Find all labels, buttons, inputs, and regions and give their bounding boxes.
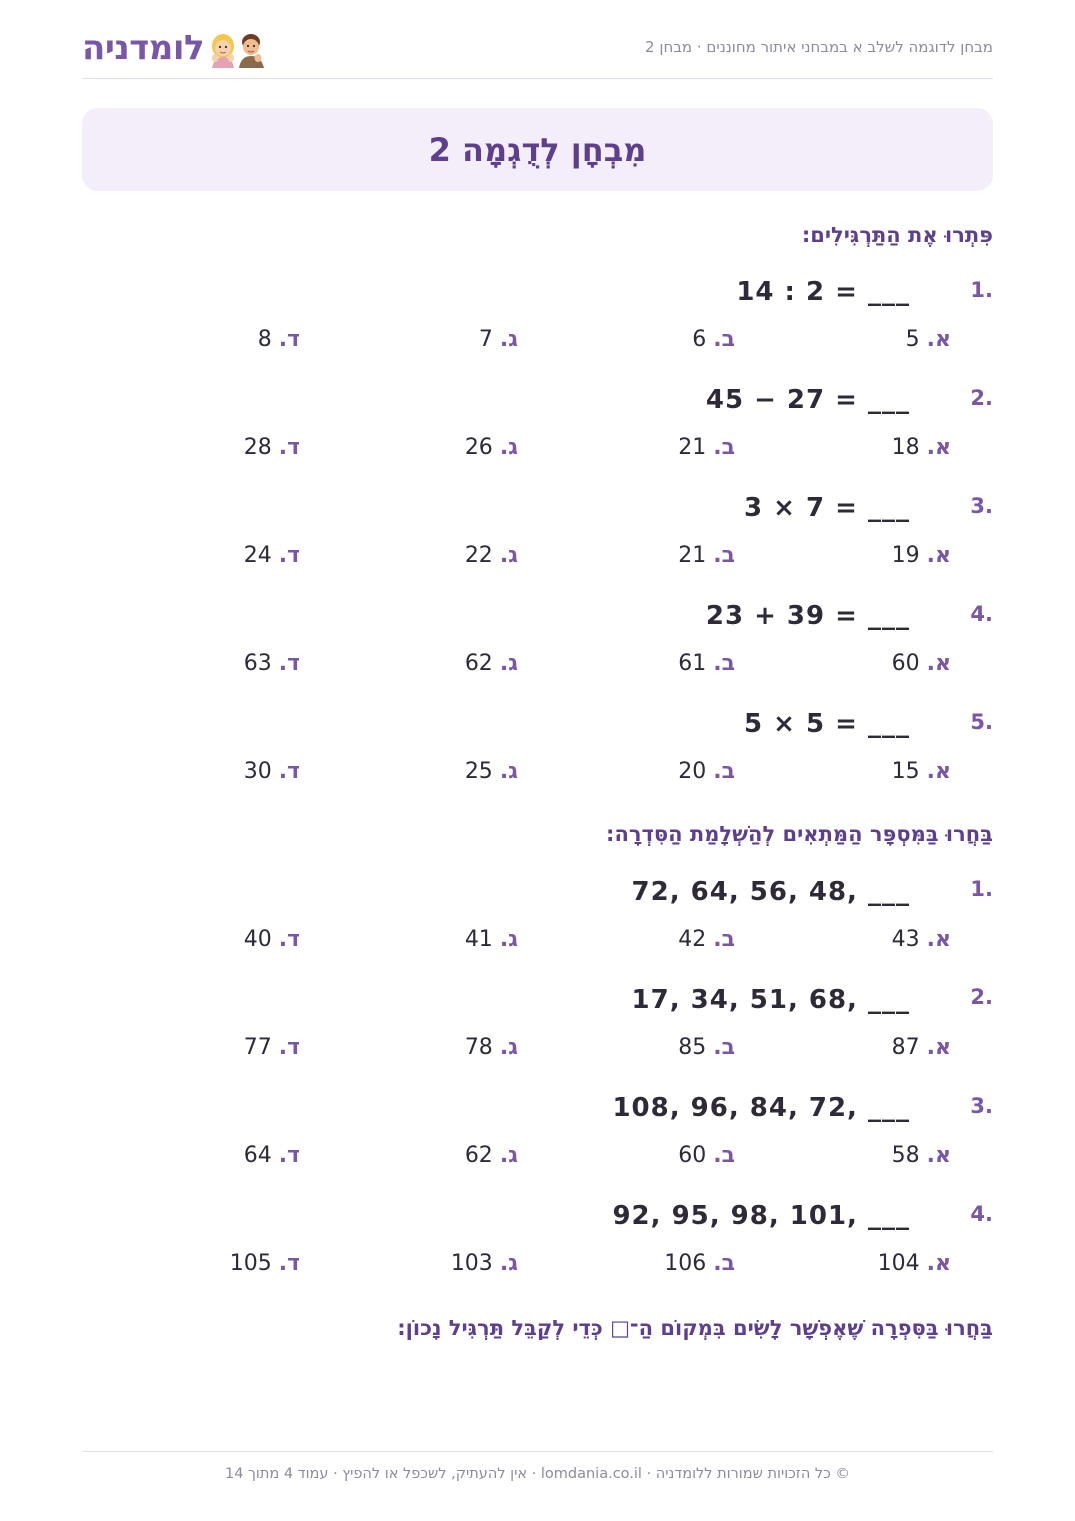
title-box	[82, 108, 993, 191]
option-a[interactable]	[892, 651, 951, 676]
question-expression: 45 − 27 = ___	[705, 385, 910, 415]
option-c[interactable]	[479, 327, 518, 352]
option-value: 8	[257, 327, 272, 352]
question-expression: 5 × 5 = ___	[744, 709, 910, 739]
option-letter: ג.	[499, 1143, 518, 1168]
option-value: 103	[450, 1251, 493, 1276]
question-expression: 14 : 2 = ___	[736, 277, 910, 307]
question-expression: 23 + 39 = ___	[705, 601, 910, 631]
option-value: 21	[678, 435, 707, 460]
option-letter: א.	[926, 1143, 951, 1168]
option-value: 40	[243, 927, 272, 952]
kids-illustration-icon	[206, 28, 270, 68]
option-d[interactable]	[244, 927, 300, 952]
option-b[interactable]	[678, 651, 735, 676]
option-c[interactable]	[465, 543, 518, 568]
option-value: 62	[464, 1143, 493, 1168]
question-expression: 108, 96, 84, 72, ___	[612, 1093, 910, 1123]
option-value: 6	[692, 327, 707, 352]
option-value: 60	[678, 1143, 707, 1168]
option-c[interactable]	[465, 927, 518, 952]
option-b[interactable]	[678, 435, 735, 460]
option-d[interactable]	[244, 1035, 300, 1060]
question-number: 4.	[970, 602, 993, 626]
option-d[interactable]	[230, 1251, 300, 1276]
option-value: 104	[877, 1251, 920, 1276]
option-letter: א.	[926, 435, 951, 460]
option-letter: ד.	[278, 651, 300, 676]
option-letter: ד.	[278, 327, 300, 352]
option-letter: ג.	[499, 651, 518, 676]
option-value: 20	[678, 759, 707, 784]
section-heading: בַּחֲרוּ בַּמִּסְפָּר הַמַּתְאִים לְהַשְׁלָמַת הַסִּדְרָה:	[606, 822, 993, 846]
option-letter: א.	[926, 1251, 951, 1276]
question-expression: 92, 95, 98, 101, ___	[612, 1201, 910, 1231]
option-value: 77	[243, 1035, 272, 1060]
option-value: 64	[243, 1143, 272, 1168]
option-a[interactable]	[892, 543, 951, 568]
option-letter: א.	[926, 927, 951, 952]
option-letter: ג.	[499, 759, 518, 784]
option-d[interactable]	[244, 1143, 300, 1168]
option-letter: א.	[926, 327, 951, 352]
page-footer: © כל הזכויות שמורות ללומדניה · lomdania.co.il · אין להעתיק, לשכפל או להפיץ · עמוד 4 מתוך 14	[82, 1451, 993, 1482]
option-d[interactable]	[244, 759, 300, 784]
question-number: 1.	[970, 278, 993, 302]
option-letter: ב.	[713, 435, 735, 460]
option-letter: ד.	[278, 927, 300, 952]
option-d[interactable]	[244, 543, 300, 568]
option-value: 78	[464, 1035, 493, 1060]
question-number: 3.	[970, 1094, 993, 1118]
option-letter: א.	[926, 1035, 951, 1060]
question-number: 2.	[970, 985, 993, 1009]
option-a[interactable]	[892, 759, 951, 784]
option-letter: ג.	[499, 327, 518, 352]
option-letter: ג.	[499, 435, 518, 460]
option-value: 60	[891, 651, 920, 676]
option-letter: א.	[926, 759, 951, 784]
option-value: 85	[678, 1035, 707, 1060]
option-letter: ב.	[713, 927, 735, 952]
question-number: 4.	[970, 1202, 993, 1226]
option-value: 19	[891, 543, 920, 568]
option-c[interactable]	[465, 651, 518, 676]
option-value: 62	[464, 651, 493, 676]
option-a[interactable]	[892, 927, 951, 952]
option-letter: ד.	[278, 435, 300, 460]
header-meta: מבחן לדוגמה לשלב א במבחני איתור מחוננים · מבחן 2	[645, 38, 993, 56]
option-letter: ג.	[499, 543, 518, 568]
option-b[interactable]	[678, 759, 735, 784]
option-letter: ד.	[278, 1035, 300, 1060]
option-b[interactable]	[678, 927, 735, 952]
option-value: 26	[464, 435, 493, 460]
option-a[interactable]	[892, 1143, 951, 1168]
option-letter: ד.	[278, 1143, 300, 1168]
option-letter: ב.	[713, 1143, 735, 1168]
option-value: 7	[478, 327, 493, 352]
page-title: מִבְחָן לְדֻגְמָה 2	[428, 130, 647, 169]
option-c[interactable]	[465, 1035, 518, 1060]
question-number: 3.	[970, 494, 993, 518]
option-d[interactable]	[258, 327, 300, 352]
option-c[interactable]	[465, 759, 518, 784]
option-letter: ד.	[278, 543, 300, 568]
option-a[interactable]	[892, 1035, 951, 1060]
option-value: 15	[891, 759, 920, 784]
option-c[interactable]	[465, 435, 518, 460]
question-number: 5.	[970, 710, 993, 734]
option-value: 105	[229, 1251, 272, 1276]
option-b[interactable]	[692, 327, 735, 352]
option-value: 58	[891, 1143, 920, 1168]
question-expression: 72, 64, 56, 48, ___	[631, 877, 910, 907]
option-letter: ב.	[713, 759, 735, 784]
option-value: 30	[243, 759, 272, 784]
option-letter: א.	[926, 543, 951, 568]
option-a[interactable]	[906, 327, 951, 352]
option-value: 24	[243, 543, 272, 568]
option-value: 18	[891, 435, 920, 460]
option-a[interactable]	[878, 1251, 951, 1276]
page-header	[82, 24, 993, 79]
option-letter: ג.	[499, 1251, 518, 1276]
option-value: 5	[905, 327, 920, 352]
question-number: 2.	[970, 386, 993, 410]
option-letter: ב.	[713, 327, 735, 352]
option-letter: ב.	[713, 651, 735, 676]
option-letter: ב.	[713, 1251, 735, 1276]
option-a[interactable]	[892, 435, 951, 460]
option-b[interactable]	[664, 1251, 735, 1276]
option-value: 28	[243, 435, 272, 460]
section-heading: בַּחֲרוּ בַּסִּפְרָה שֶׁאֶפְשָׁר לָשִׂים בִּמְקוֹם הַ־□ כְּדֵי לְקַבֵּל תַּרְגִּיל נָכוֹן:	[397, 1316, 993, 1340]
option-value: 63	[243, 651, 272, 676]
question-expression: 3 × 7 = ___	[744, 493, 910, 523]
logo	[82, 28, 270, 68]
option-value: 42	[678, 927, 707, 952]
option-letter: ב.	[713, 543, 735, 568]
option-letter: א.	[926, 651, 951, 676]
option-value: 87	[891, 1035, 920, 1060]
option-b[interactable]	[678, 1143, 735, 1168]
option-value: 25	[464, 759, 493, 784]
option-letter: ב.	[713, 1035, 735, 1060]
option-value: 22	[464, 543, 493, 568]
question-number: 1.	[970, 877, 993, 901]
section-heading: פִּתְרוּ אֶת הַתַּרְגִּילִים:	[801, 223, 993, 247]
option-d[interactable]	[244, 651, 300, 676]
option-value: 61	[678, 651, 707, 676]
option-value: 21	[678, 543, 707, 568]
option-value: 106	[664, 1251, 707, 1276]
option-b[interactable]	[678, 543, 735, 568]
option-b[interactable]	[678, 1035, 735, 1060]
option-c[interactable]	[465, 1143, 518, 1168]
option-value: 41	[464, 927, 493, 952]
option-letter: ד.	[278, 759, 300, 784]
question-expression: 17, 34, 51, 68, ___	[631, 985, 910, 1015]
option-c[interactable]	[451, 1251, 518, 1276]
option-letter: ד.	[278, 1251, 300, 1276]
logo-text: לומדניה	[82, 28, 205, 68]
option-letter: ג.	[499, 1035, 518, 1060]
option-d[interactable]	[244, 435, 300, 460]
option-value: 43	[891, 927, 920, 952]
option-letter: ג.	[499, 927, 518, 952]
